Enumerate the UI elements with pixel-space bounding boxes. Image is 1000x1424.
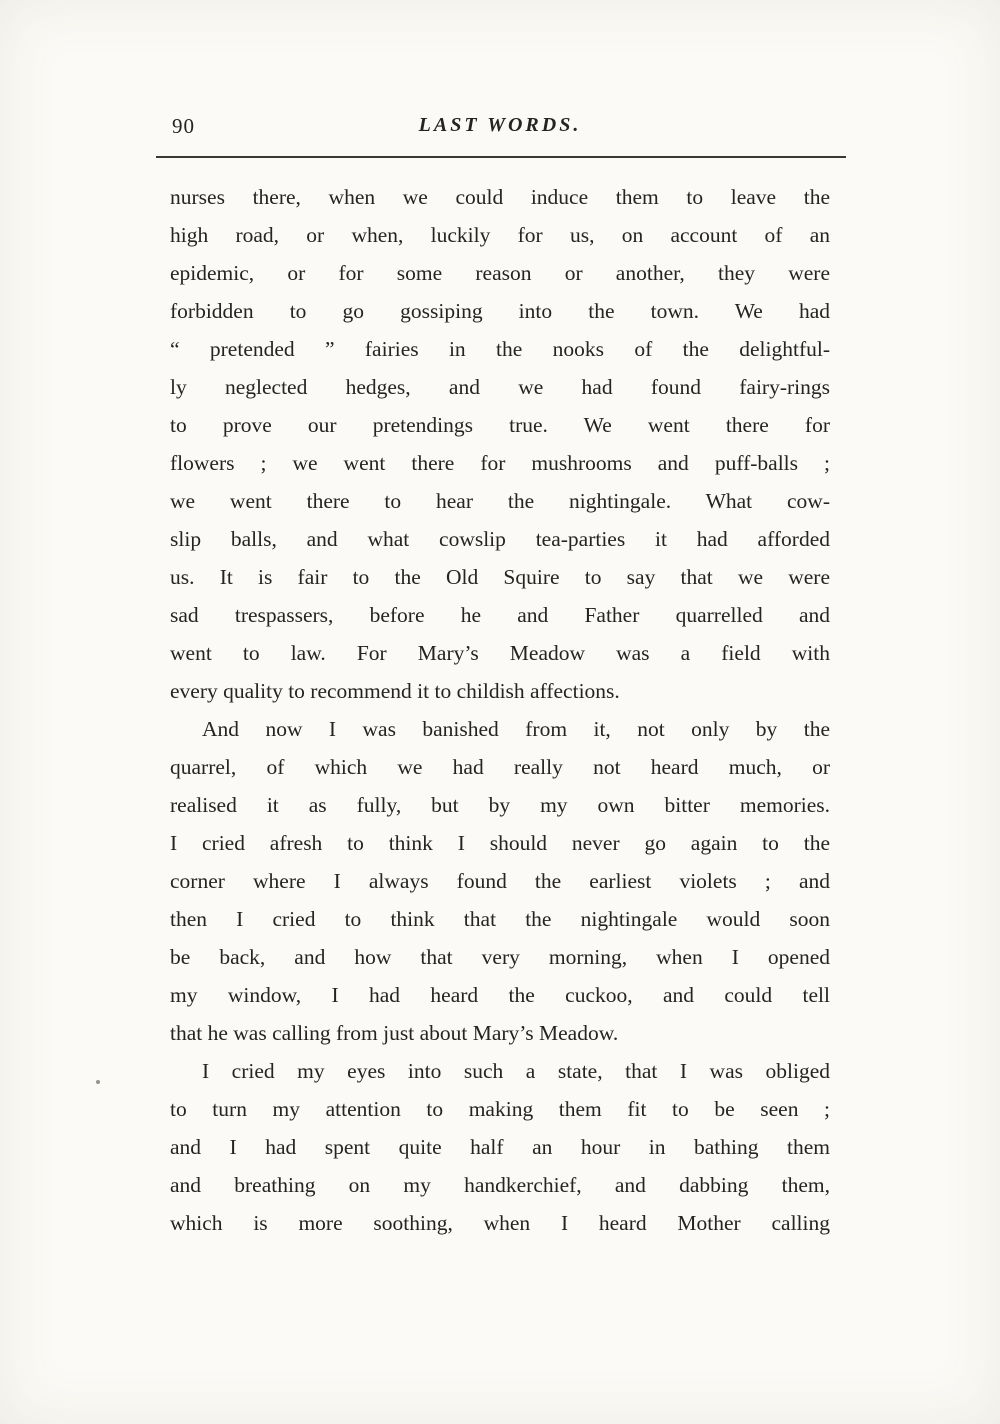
text-line: my window, I had heard the cuckoo, and could tell xyxy=(170,983,830,1007)
text-line: we went there to hear the nightingale. What cow- xyxy=(170,489,830,513)
text-line: which is more soothing, when I heard Mother calling xyxy=(170,1211,830,1235)
header-rule xyxy=(156,156,846,158)
text-line: and I had spent quite half an hour in bathing them xyxy=(170,1135,830,1159)
text-line: every quality to recommend it to childish affections. xyxy=(170,679,620,703)
page-body xyxy=(170,178,830,1242)
paragraph xyxy=(170,178,830,710)
text-line: ly neglected hedges, and we had found fairy-rings xyxy=(170,375,830,399)
page-header xyxy=(170,112,830,148)
text-line: and breathing on my handkerchief, and dabbing them, xyxy=(170,1173,830,1197)
scan-speck xyxy=(96,1080,100,1084)
text-line: us. It is fair to the Old Squire to say that we were xyxy=(170,565,830,589)
text-line: epidemic, or for some reason or another, they were xyxy=(170,261,830,285)
running-title: LAST WORDS. xyxy=(418,114,582,136)
text-line: that he was calling from just about Mary’s Meadow. xyxy=(170,1021,619,1045)
text-line: went to law. For Mary’s Meadow was a field with xyxy=(170,641,830,665)
paragraph xyxy=(170,1052,830,1242)
text-line: be back, and how that very morning, when I opened xyxy=(170,945,830,969)
text-line: sad trespassers, before he and Father quarrelled and xyxy=(170,603,830,627)
text-line: “ pretended ” fairies in the nooks of the delightful- xyxy=(170,337,830,361)
paragraph xyxy=(170,710,830,1052)
text-line: I cried afresh to think I should never go again to the xyxy=(170,831,830,855)
text-line: to turn my attention to making them fit to be seen ; xyxy=(170,1097,830,1121)
text-block xyxy=(170,112,830,1242)
page-number: 90 xyxy=(172,114,195,138)
text-line: to prove our pretendings true. We went there for xyxy=(170,413,830,437)
text-line: realised it as fully, but by my own bitter memories. xyxy=(170,793,830,817)
text-line: high road, or when, luckily for us, on account of an xyxy=(170,223,830,247)
text-line: flowers ; we went there for mushrooms and puff-balls ; xyxy=(170,451,830,475)
text-line: corner where I always found the earliest violets ; and xyxy=(170,869,830,893)
text-line: then I cried to think that the nightingale would soon xyxy=(170,907,830,931)
text-line: nurses there, when we could induce them to leave the xyxy=(170,185,830,209)
text-line: And now I was banished from it, not only by the xyxy=(202,717,830,741)
text-line: slip balls, and what cowslip tea-parties it had afforded xyxy=(170,527,830,551)
text-line: forbidden to go gossiping into the town. We had xyxy=(170,299,830,323)
text-line: I cried my eyes into such a state, that I was obliged xyxy=(202,1059,830,1083)
text-line: quarrel, of which we had really not heard much, or xyxy=(170,755,830,779)
